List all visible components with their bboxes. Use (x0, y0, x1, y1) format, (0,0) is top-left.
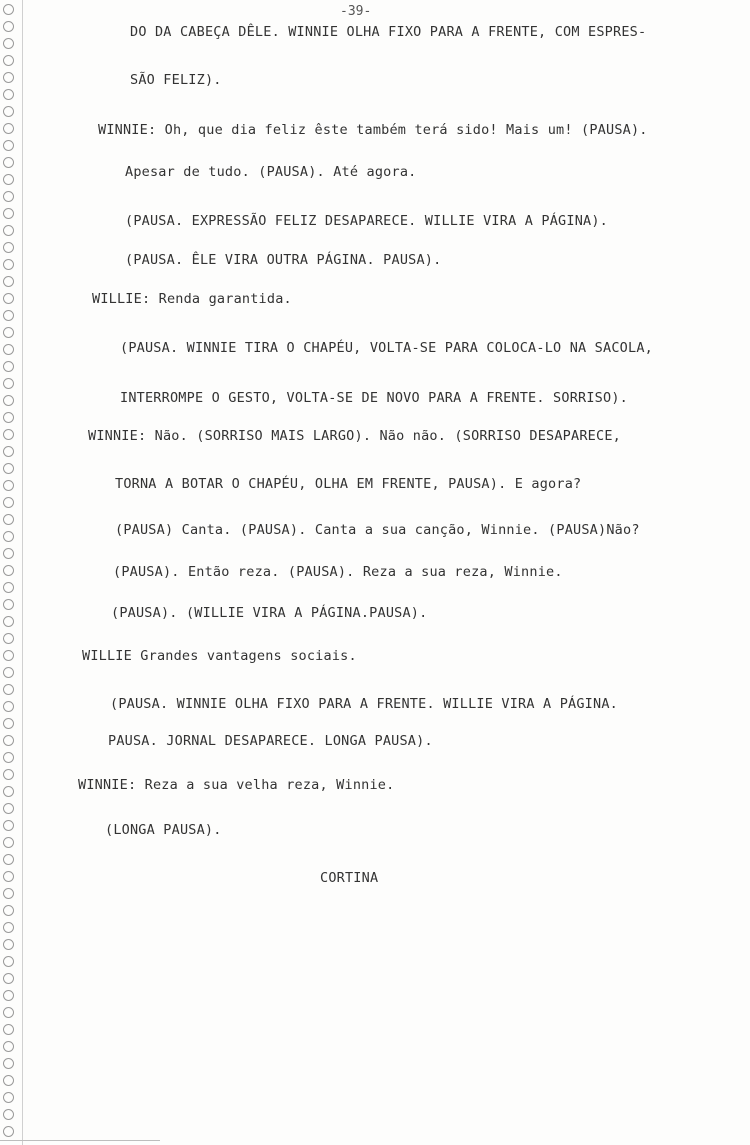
script-line: WINNIE: Não. (SORRISO MAIS LARGO). Não não. (SORRISO DESAPARECE, (88, 428, 621, 444)
binder-hole-icon (3, 752, 14, 763)
binder-hole-icon (3, 922, 14, 933)
script-line: (PAUSA. EXPRESSÃO FELIZ DESAPARECE. WILLIE VIRA A PÁGINA). (125, 213, 609, 229)
binder-hole-icon (3, 1075, 14, 1086)
binder-hole-icon (3, 786, 14, 797)
binder-hole-icon (3, 412, 14, 423)
binder-hole-icon (3, 123, 14, 134)
binder-hole-icon (3, 888, 14, 899)
binder-hole-icon (3, 650, 14, 661)
binder-hole-icon (3, 106, 14, 117)
binder-hole-icon (3, 327, 14, 338)
script-line: WILLIE: Renda garantida. (92, 291, 292, 307)
binder-hole-icon (3, 1024, 14, 1035)
script-line: (LONGA PAUSA). (105, 822, 222, 838)
binder-hole-icon (3, 1058, 14, 1069)
binder-hole-icon (3, 514, 14, 525)
binder-hole-icon (3, 616, 14, 627)
binder-hole-icon (3, 548, 14, 559)
binder-hole-icon (3, 463, 14, 474)
script-line: (PAUSA. WINNIE TIRA O CHAPÉU, VOLTA-SE PARA COLOCA-LO NA SACOLA, (120, 340, 653, 356)
binder-hole-icon (3, 820, 14, 831)
script-line: PAUSA. JORNAL DESAPARECE. LONGA PAUSA). (108, 733, 433, 749)
script-line: DO DA CABEÇA DÊLE. WINNIE OLHA FIXO PARA A FRENTE, COM ESPRES- (130, 24, 647, 40)
binder-hole-icon (3, 1007, 14, 1018)
binder-hole-icon (3, 140, 14, 151)
binder-hole-icon (3, 293, 14, 304)
binder-hole-icon (3, 1126, 14, 1137)
script-line: SÃO FELIZ). (130, 72, 222, 88)
script-line: (PAUSA. ÊLE VIRA OUTRA PÁGINA. PAUSA). (125, 252, 442, 268)
binder-hole-icon (3, 837, 14, 848)
script-line: WINNIE: Oh, que dia feliz êste também terá sido! Mais um! (PAUSA). (98, 122, 648, 138)
binder-hole-icon (3, 871, 14, 882)
binder-hole-icon (3, 939, 14, 950)
binder-hole-icon (3, 157, 14, 168)
binder-hole-icon (3, 667, 14, 678)
binder-hole-icon (3, 718, 14, 729)
curtain-label: CORTINA (320, 870, 379, 886)
binder-hole-icon (3, 344, 14, 355)
binder-hole-icon (3, 191, 14, 202)
binder-hole-icon (3, 55, 14, 66)
page-edge-rule (0, 1140, 160, 1141)
binder-holes-strip (0, 0, 23, 1145)
binder-hole-icon (3, 480, 14, 491)
binder-hole-icon (3, 4, 14, 15)
binder-hole-icon (3, 208, 14, 219)
page-number: -39- (340, 4, 372, 19)
binder-hole-icon (3, 72, 14, 83)
binder-hole-icon (3, 565, 14, 576)
binder-hole-icon (3, 242, 14, 253)
binder-hole-icon (3, 905, 14, 916)
binder-hole-icon (3, 684, 14, 695)
script-line: WINNIE: Reza a sua velha reza, Winnie. (78, 777, 395, 793)
binder-hole-icon (3, 531, 14, 542)
binder-hole-icon (3, 1041, 14, 1052)
binder-hole-icon (3, 361, 14, 372)
script-line: (PAUSA). (WILLIE VIRA A PÁGINA.PAUSA). (111, 605, 428, 621)
binder-hole-icon (3, 38, 14, 49)
binder-hole-icon (3, 1092, 14, 1103)
binder-hole-icon (3, 276, 14, 287)
binder-hole-icon (3, 803, 14, 814)
script-line: INTERROMPE O GESTO, VOLTA-SE DE NOVO PARA A FRENTE. SORRISO). (120, 390, 628, 406)
binder-hole-icon (3, 956, 14, 967)
binder-hole-icon (3, 735, 14, 746)
binder-hole-icon (3, 633, 14, 644)
binder-hole-icon (3, 446, 14, 457)
binder-hole-icon (3, 310, 14, 321)
script-line: Apesar de tudo. (PAUSA). Até agora. (125, 164, 417, 180)
script-line: TORNA A BOTAR O CHAPÉU, OLHA EM FRENTE, PAUSA). E agora? (115, 476, 582, 492)
binder-hole-icon (3, 599, 14, 610)
binder-hole-icon (3, 378, 14, 389)
binder-hole-icon (3, 1109, 14, 1120)
binder-hole-icon (3, 769, 14, 780)
binder-hole-icon (3, 259, 14, 270)
binder-hole-icon (3, 990, 14, 1001)
binder-hole-icon (3, 582, 14, 593)
script-line: (PAUSA). Então reza. (PAUSA). Reza a sua reza, Winnie. (113, 564, 563, 580)
binder-hole-icon (3, 973, 14, 984)
binder-hole-icon (3, 497, 14, 508)
binder-hole-icon (3, 225, 14, 236)
binder-hole-icon (3, 429, 14, 440)
script-line: (PAUSA. WINNIE OLHA FIXO PARA A FRENTE. WILLIE VIRA A PÁGINA. (110, 696, 618, 712)
binder-hole-icon (3, 174, 14, 185)
script-line: (PAUSA) Canta. (PAUSA). Canta a sua canção, Winnie. (PAUSA)Não? (115, 522, 640, 538)
binder-hole-icon (3, 701, 14, 712)
binder-hole-icon (3, 395, 14, 406)
binder-hole-icon (3, 854, 14, 865)
script-line: WILLIE Grandes vantagens sociais. (82, 648, 357, 664)
binder-hole-icon (3, 89, 14, 100)
binder-hole-icon (3, 21, 14, 32)
